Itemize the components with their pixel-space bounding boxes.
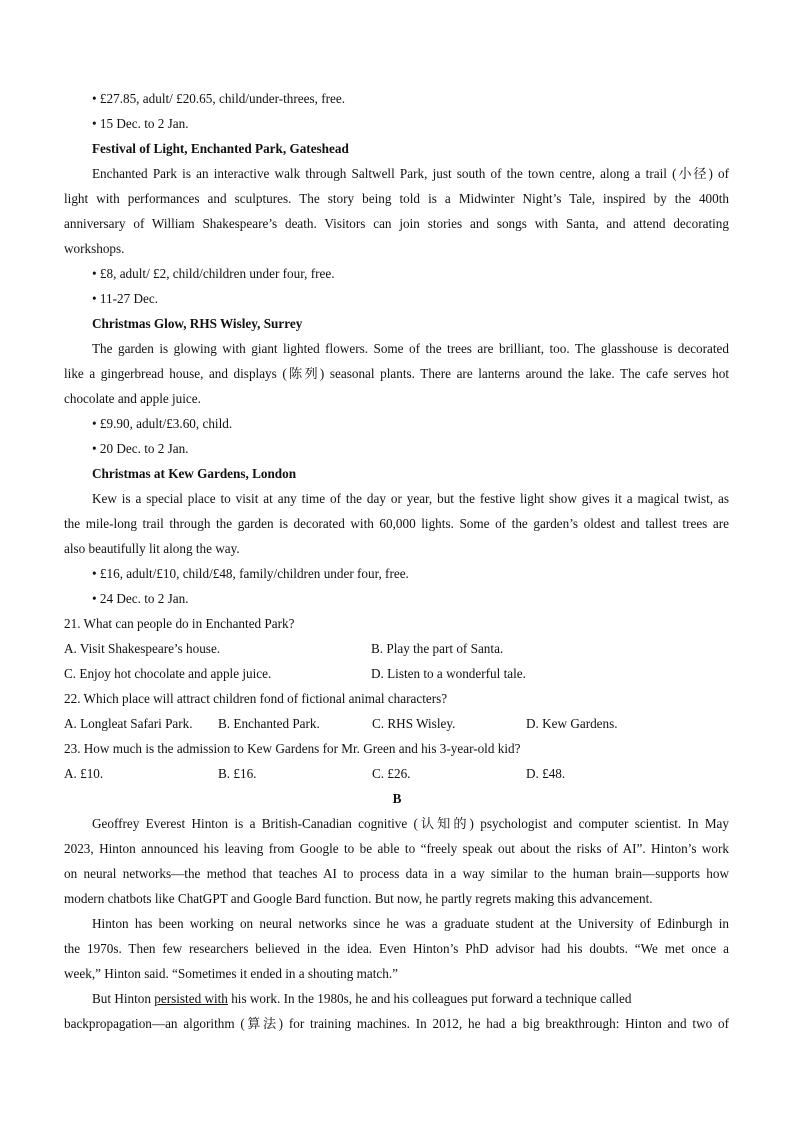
paragraph-line: Hinton has been working on neural networks since he was a graduate student at the University of Edinburgh in <box>92 916 729 931</box>
answer-option: A. Longleat Safari Park. <box>64 716 193 731</box>
price-line: • £8, adult/ £2, child/children under four, free. <box>92 266 335 281</box>
paragraph-line: Geoffrey Everest Hinton is a British-Canadian cognitive (认知的) psychologist and computer scientist. In May <box>92 816 729 831</box>
paragraph-line: The garden is glowing with giant lighted flowers. Some of the trees are brilliant, too. The glasshouse is decorated <box>92 341 729 356</box>
paragraph-line: light with performances and sculptures. The story being told is a Midwinter Night’s Tale, inspired by the 400th <box>64 191 729 206</box>
text-span: But Hinton <box>92 991 155 1006</box>
price-line: • £9.90, adult/£3.60, child. <box>92 416 233 431</box>
answer-option: A. £10. <box>64 766 104 781</box>
question-stem: 22. Which place will attract children fond of fictional animal characters? <box>64 691 448 706</box>
paragraph-line: on neural networks—the method that teaches AI to process data in a way similar to the human brain—supports how <box>64 866 729 881</box>
answer-option: C. £26. <box>372 766 411 781</box>
date-line: • 15 Dec. to 2 Jan. <box>92 116 189 131</box>
answer-option: A. Visit Shakespeare’s house. <box>64 641 221 656</box>
paragraph-line: 2023, Hinton announced his leaving from Google to be able to “freely speak out about the risks of AI”. Hinton’s work <box>64 841 729 856</box>
section-label: B <box>392 791 402 806</box>
answer-option: D. Listen to a wonderful tale. <box>371 666 526 681</box>
answer-option: D. Kew Gardens. <box>526 716 618 731</box>
date-line: • 20 Dec. to 2 Jan. <box>92 441 189 456</box>
paragraph-line: Enchanted Park is an interactive walk through Saltwell Park, just south of the town centre, along a trail (小径) of <box>92 166 729 181</box>
price-line: • £27.85, adult/ £20.65, child/under-threes, free. <box>92 91 346 106</box>
section-heading: Festival of Light, Enchanted Park, Gateshead <box>92 141 349 156</box>
paragraph-line: the 1970s. Then few researchers believed in the idea. Even Hinton’s PhD advisor had his doubts. “We met once a <box>64 941 729 956</box>
answer-option: B. Play the part of Santa. <box>371 641 504 656</box>
text-span: his work. In the 1980s, he and his colleagues put forward a technique called <box>227 991 632 1006</box>
paragraph-line: week,” Hinton said. “Sometimes it ended in a shouting match.” <box>64 966 399 981</box>
answer-option: B. £16. <box>218 766 257 781</box>
paragraph-line <box>92 991 631 1007</box>
paragraph-line: the mile-long trail through the garden is decorated with 60,000 lights. Some of the garden’s oldest and tallest trees are <box>64 516 729 531</box>
question-stem: 21. What can people do in Enchanted Park? <box>64 616 295 631</box>
underlined-phrase: persisted with <box>154 991 228 1006</box>
answer-option: C. RHS Wisley. <box>372 716 456 731</box>
paragraph-line: chocolate and apple juice. <box>64 391 201 406</box>
section-heading: Christmas Glow, RHS Wisley, Surrey <box>92 316 303 331</box>
paragraph-line: backpropagation—an algorithm (算法) for training machines. In 2012, he had a big breakthrough: Hinton and two of <box>64 1016 729 1031</box>
paragraph-line: Kew is a special place to visit at any time of the day or year, but the festive light show gives it a magical twist, as <box>92 491 729 506</box>
price-line: • £16, adult/£10, child/£48, family/children under four, free. <box>92 566 409 581</box>
question-stem: 23. How much is the admission to Kew Gardens for Mr. Green and his 3-year-old kid? <box>64 741 521 756</box>
paragraph-line: also beautifully lit along the way. <box>64 541 240 556</box>
paragraph-line: workshops. <box>64 241 125 256</box>
answer-option: C. Enjoy hot chocolate and apple juice. <box>64 666 272 681</box>
date-line: • 11-27 Dec. <box>92 291 159 306</box>
answer-option: D. £48. <box>526 766 566 781</box>
date-line: • 24 Dec. to 2 Jan. <box>92 591 189 606</box>
paragraph-line: like a gingerbread house, and displays (陈列) seasonal plants. There are lanterns around the lake. The cafe serves hot <box>64 366 729 381</box>
paragraph-line: anniversary of William Shakespeare’s death. Visitors can join stories and songs with Santa, and attend decorating <box>64 216 729 231</box>
section-heading: Christmas at Kew Gardens, London <box>92 466 297 481</box>
answer-option: B. Enchanted Park. <box>218 716 320 731</box>
paragraph-line: modern chatbots like ChatGPT and Google Bard function. But now, he partly regrets making this advancement. <box>64 891 653 906</box>
